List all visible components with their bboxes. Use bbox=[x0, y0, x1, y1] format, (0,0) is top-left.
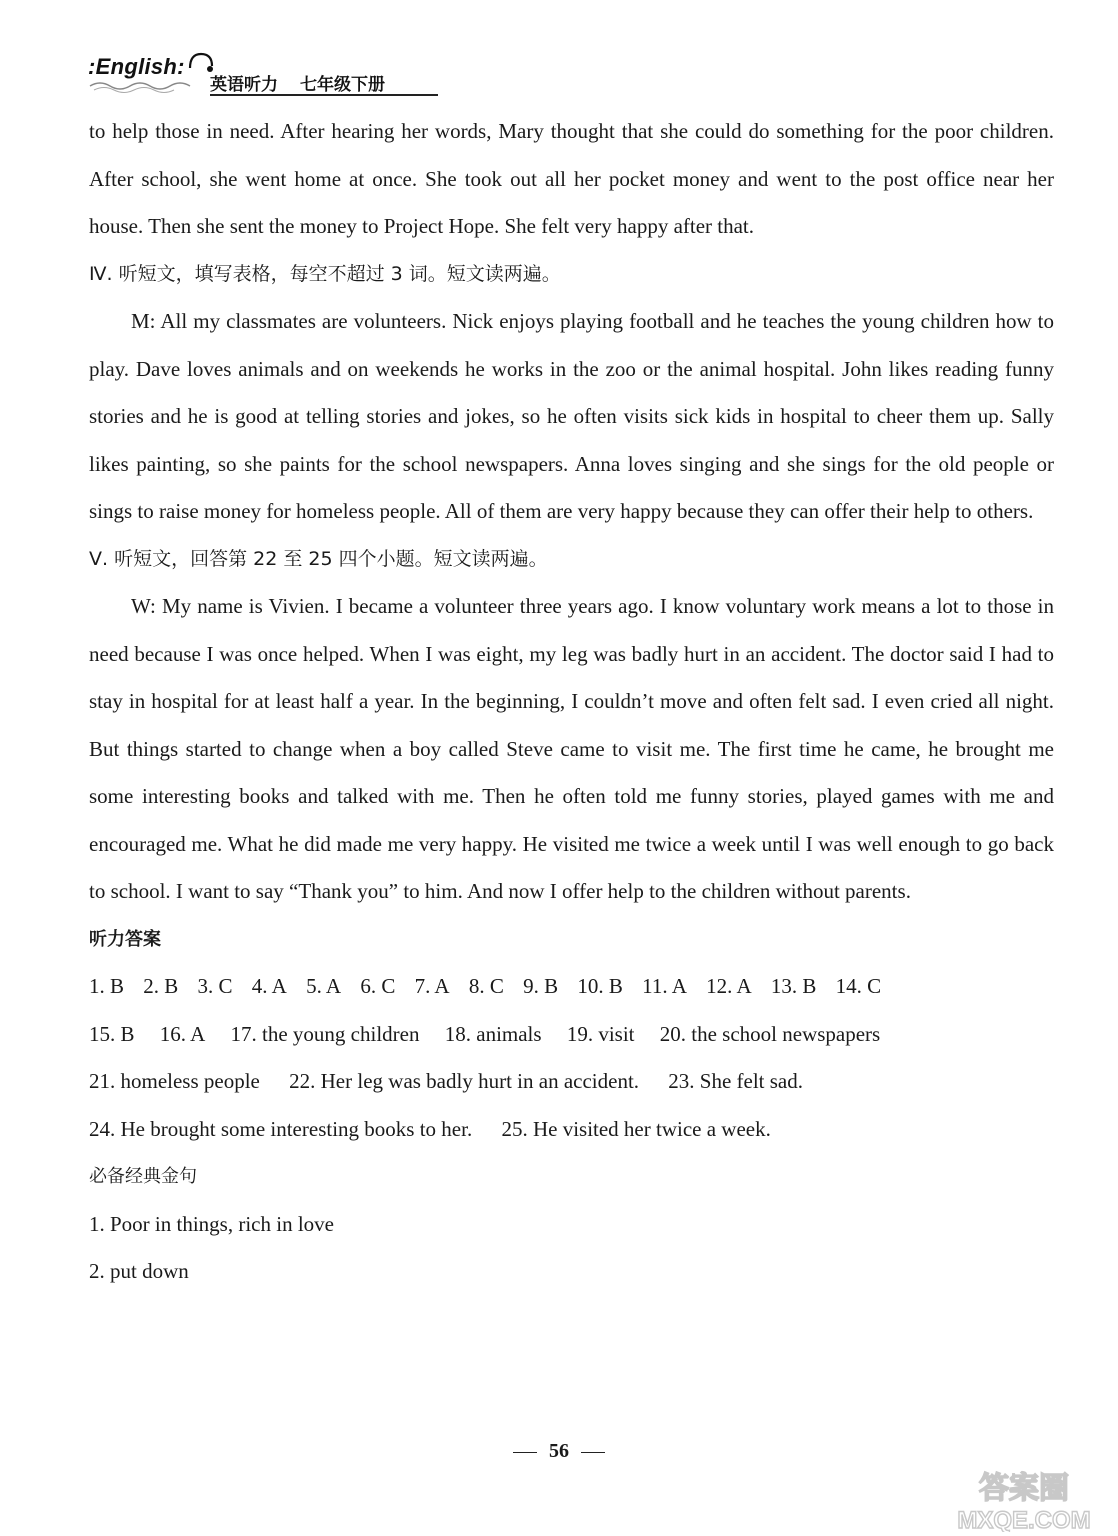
watermark-bottom: MXQE.COM bbox=[957, 1507, 1091, 1532]
page-number bbox=[0, 1440, 1118, 1463]
answer-item: 14. C bbox=[835, 974, 882, 998]
answer-item: 20. the school newspapers bbox=[659, 1021, 881, 1046]
answer-item: 9. B bbox=[523, 974, 559, 998]
answer-item: 12. A bbox=[706, 974, 752, 998]
answer-item: 6. C bbox=[360, 974, 396, 998]
page-number-value: 56 bbox=[549, 1440, 569, 1462]
answer-item: 15. B bbox=[89, 1021, 135, 1046]
subject-label: 英语听力 bbox=[210, 75, 278, 95]
answer-item: 13. B bbox=[770, 974, 817, 998]
dash-left bbox=[513, 1452, 537, 1453]
answer-item: 4. A bbox=[251, 974, 287, 998]
answer-item: 23. She felt sad. bbox=[668, 1069, 804, 1093]
answer-item: 10. B bbox=[577, 974, 623, 998]
answer-item: 8. C bbox=[468, 974, 504, 998]
quotes-heading: 必备经典金句 bbox=[89, 1166, 197, 1187]
dash-right bbox=[581, 1452, 605, 1453]
answers-heading: 听力答案 bbox=[89, 928, 161, 950]
answer-row-2 bbox=[89, 1011, 1054, 1059]
section-4-title: Ⅳ. 听短文，填写表格，每空不超过 3 词。短文读两遍。 bbox=[89, 262, 561, 285]
answer-item: 24. He brought some interesting books to her. bbox=[89, 1116, 473, 1141]
answer-item: 7. A bbox=[414, 974, 450, 998]
answer-item: 1. B bbox=[89, 974, 125, 998]
quote-item: 1. Poor in things, rich in love bbox=[89, 1211, 334, 1236]
answer-item: 2. B bbox=[143, 974, 179, 998]
answer-item: 17. the young children bbox=[230, 1021, 420, 1046]
passage-continuation: to help those in need. After hearing her words, Mary thought that she could do something for the poor children. After school, she went home at once. She took out all her pocket money and went to the post office near her house. Then she sent the money to Project Hope. She felt very happy after that. bbox=[89, 119, 1054, 238]
answer-item: 5. A bbox=[306, 974, 342, 998]
answer-item: 21. homeless people bbox=[89, 1069, 260, 1093]
site-watermark bbox=[940, 1468, 1110, 1532]
section-5-title: Ⅴ. 听短文，回答第 22 至 25 四个小题。短文读两遍。 bbox=[89, 547, 548, 570]
header-rule bbox=[210, 94, 438, 96]
english-logo: :English: bbox=[88, 54, 185, 79]
page-header bbox=[88, 50, 448, 100]
answer-item: 11. A bbox=[642, 974, 687, 998]
page-content bbox=[89, 108, 1054, 1296]
wave-icon bbox=[88, 78, 208, 94]
answer-item: 25. He visited her twice a week. bbox=[501, 1116, 771, 1141]
answer-row-4 bbox=[89, 1106, 1054, 1154]
answer-item: 18. animals bbox=[444, 1021, 542, 1046]
answer-item: 19. visit bbox=[566, 1021, 635, 1046]
quote-item: 2. put down bbox=[89, 1259, 189, 1283]
watermark-top: 答案圈 bbox=[979, 1471, 1069, 1506]
answer-row-1 bbox=[89, 963, 1054, 1011]
answer-item: 16. A bbox=[159, 1021, 206, 1046]
book-title bbox=[210, 70, 407, 95]
section-5-passage: W: My name is Vivien. I became a volunteer three years ago. I know voluntary work means a lot to those in need because I was once helped. When I was eight, my leg was badly hurt in an accident. The doctor said I had to stay in hospital for at least half a year. In the beginning, I couldn’t move and often felt sad. I even cried all night. But things started to change when a boy called Steve came to visit me. The first time he came, he brought me some interesting books and talked with me. Then he often told me funny stories, played games with me and encouraged me. What he did made me very happy. He visited me twice a week until I was well enough to go back to school. I want to say “Thank you” to him. And now I offer help to the children without parents. bbox=[89, 594, 1054, 903]
grade-label: 七年级下册 bbox=[300, 75, 385, 95]
answer-item: 22. Her leg was badly hurt in an accident. bbox=[289, 1069, 640, 1093]
answer-row-3 bbox=[89, 1058, 1054, 1106]
section-4-passage: M: All my classmates are volunteers. Nick enjoys playing football and he teaches the young children how to play. Dave loves animals and on weekends he works in the zoo or the animal hospital. John likes reading funny stories and he is good at telling stories and jokes, so he often visits sick kids in hospital to cheer them up. Sally likes painting, so she paints for the school newspapers. Anna loves singing and she sings for the old people or sings to raise money for homeless people. All of them are very happy because they can offer their help to others. bbox=[89, 309, 1054, 523]
answer-item: 3. C bbox=[197, 974, 233, 998]
